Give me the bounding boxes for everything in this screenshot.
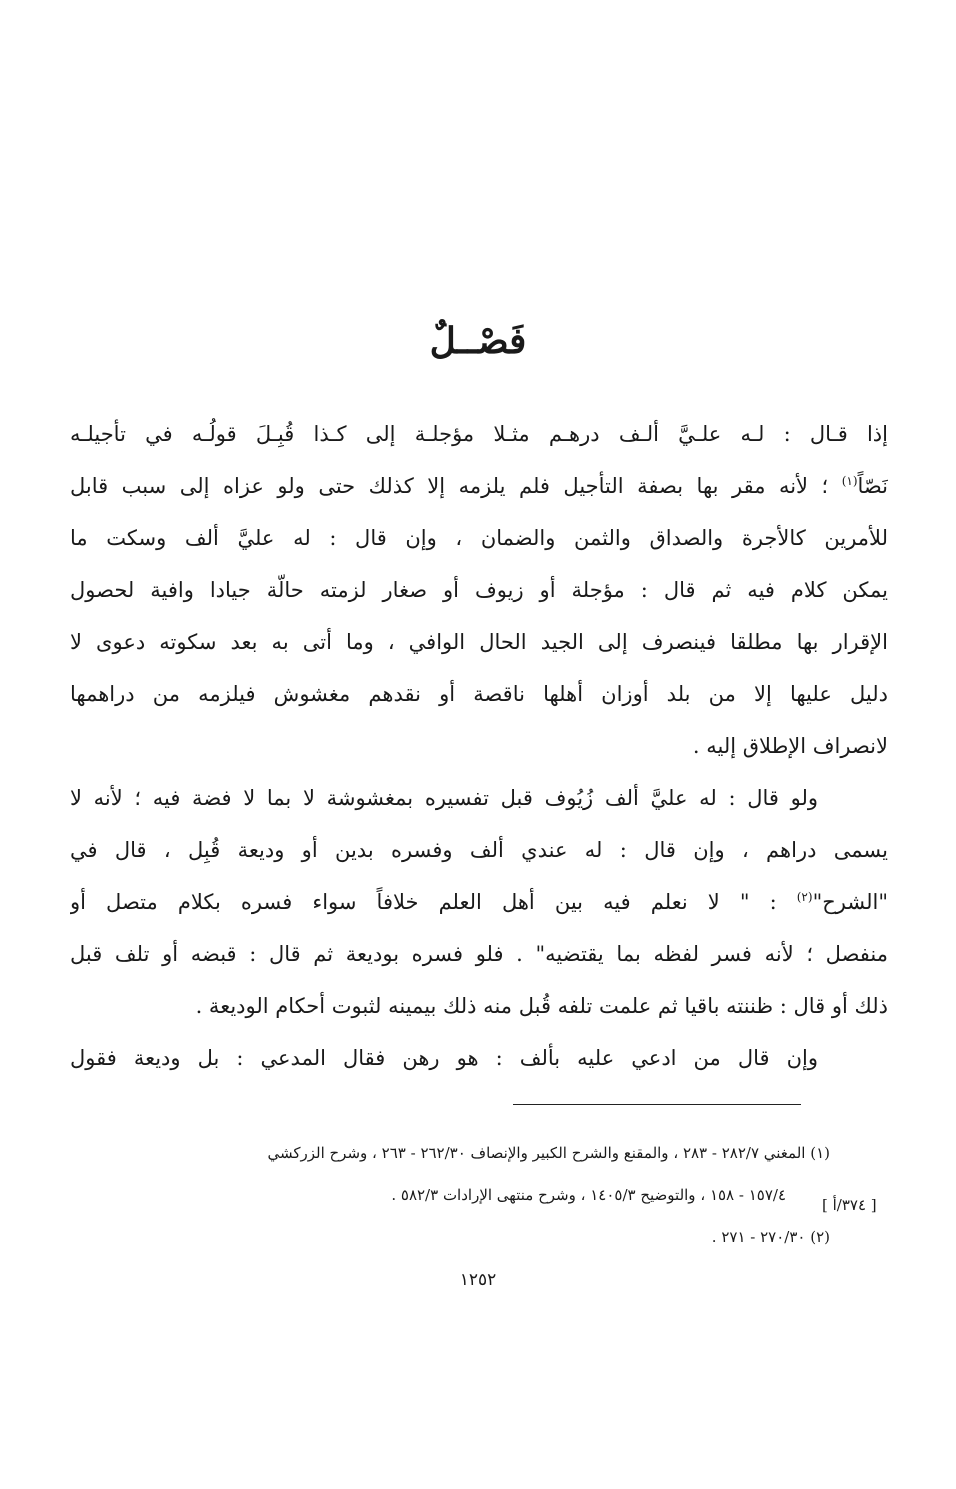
- text-line: الإقرار بها مطلقا فينصرف إلى الجيد الحال الوافي ، وما أتى به بعد سكوته دعوى لا: [70, 630, 888, 654]
- text-line: للأمرين كالأجرة والصداق والثمن والضمان ، وإن قال : له عليَّ ألف وسكت ما: [70, 526, 888, 550]
- footnote-ref-1[interactable]: (١): [841, 474, 858, 488]
- paragraph-2: [70, 772, 888, 1032]
- text-line: منفصل ؛ لأنه فسر لفظه بما يقتضيه" . فلو فسره بوديعة ثم قال : قبضه أو تلف قبل: [70, 942, 888, 966]
- body-text: [70, 408, 888, 1084]
- text-line: دليل عليها إلا من بلد أوزان أهلها ناقصة أو نقدهم مغشوش فيلزمه من دراهمها: [70, 682, 888, 706]
- text-line: ولو قال : له عليَّ ألف زُيُوف قبل تفسيره بمغشوشة لا بما لا فضة فيه ؛ لأنه لا: [70, 786, 818, 810]
- manuscript-folio-ref: [ ٣٧٤/أ ]: [822, 1196, 877, 1214]
- footnote-separator: [513, 1104, 801, 1105]
- page-number: ١٢٥٢: [459, 1270, 497, 1290]
- footnote-1: (١) المغني ٢٨٢/٧ - ٢٨٣ ، والمقنع والشرح الكبير والإنصاف ٢٦٢/٣٠ - ٢٦٣ ، وشرح الزركشي: [267, 1144, 830, 1162]
- text-line: لانصراف الإطلاق إليه .: [692, 734, 888, 758]
- text-fragment: نَصّاً: [857, 474, 888, 498]
- text-line: [70, 460, 888, 512]
- text-line: إذا قـال : لـه علـيَّ ألـف درهـم مثـلا مؤجلـة إلى كـذا قُبِـلَ قولُـه في تأجيلـه: [70, 422, 888, 446]
- text-line: ذلك أو قال : ظننته باقيا ثم علمت تلفه قُبل منه ذلك بيمينه لثبوت أحكام الوديعة .: [195, 994, 888, 1018]
- footnote-1-continued: ١٥٧/٤ - ١٥٨ ، والتوضيح ١٤٠٥/٣ ، وشرح منتهى الإرادات ٥٨٢/٣ .: [391, 1186, 786, 1204]
- text-fragment: : " لا نعلم فيه بين أهل العلم خلافاً سواء فسره بكلام متصل أو: [70, 890, 797, 914]
- text-line: يمكن كلام فيه ثم قال : مؤجلة أو زيوف أو صغار لزمته حالّة جيادا وافية لحصول: [70, 578, 888, 602]
- text-line: وإن قال من ادعي عليه بألف : هو رهن فقال المدعي : بل وديعة فقول: [70, 1046, 818, 1070]
- text-line: يسمى دراهم ، وإن قال : له عندي ألف وفسره بدين أو وديعة قُبِل ، قال في: [70, 838, 888, 862]
- text-fragment: ؛ لأنه مقر بها بصفة التأجيل فلم يلزمه إلا كذلك حتى ولو عزاه إلى سبب قابل: [70, 474, 842, 498]
- paragraph-3: [70, 1032, 888, 1084]
- section-heading: فَصْــلٌ: [429, 320, 527, 362]
- footnote-2: (٢) ٢٧٠/٣٠ - ٢٧١ .: [711, 1228, 830, 1246]
- footnote-ref-2[interactable]: (٢): [796, 890, 813, 904]
- text-line: [70, 876, 888, 928]
- paragraph-1: [70, 408, 888, 772]
- footnotes: [70, 1132, 830, 1258]
- text-fragment: "الشرح": [812, 890, 888, 914]
